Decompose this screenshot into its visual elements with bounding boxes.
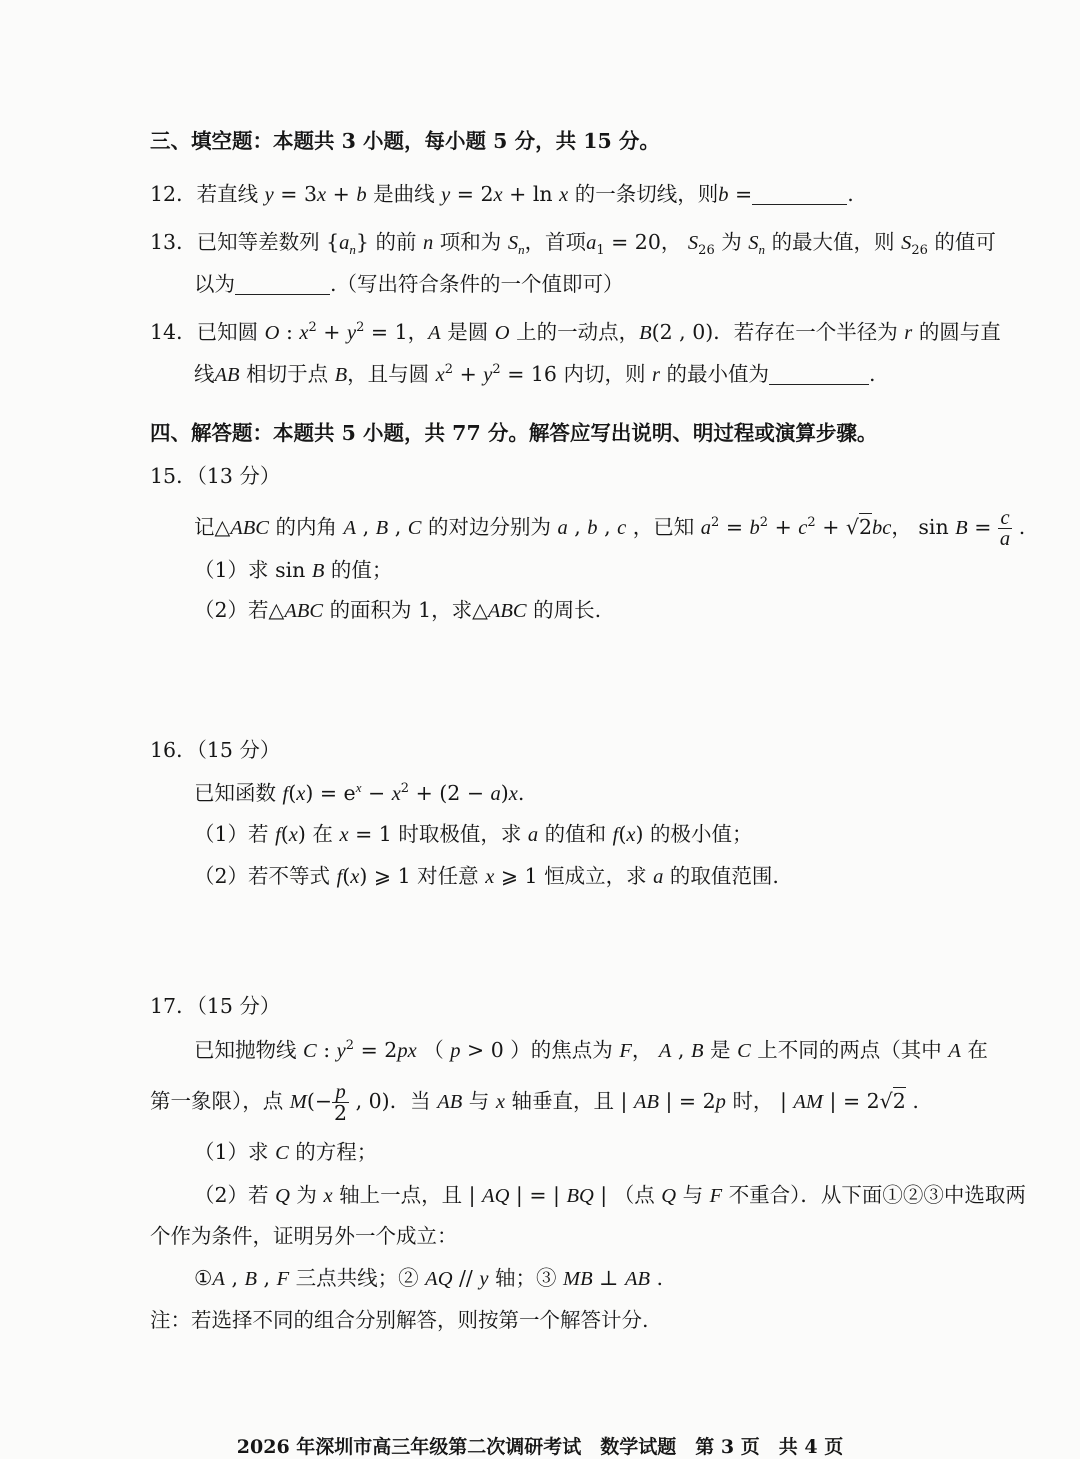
question-16-header: 16．（15 分） (150, 738, 281, 762)
question-15-stem: 记△ABC 的内角 A , B , C 的对边分别为 a , b , c ，已知 $a^2 = b^2 + c^2 + √2bc$， sin B = $\frac{c}{a}$ . (194, 507, 1026, 550)
question-17-part-2: （2）若 Q 为 x 轴上一点，且 | AQ | = | BQ | （点 Q 与 F 不重合）．从下面①②③中选取两 (194, 1183, 1026, 1207)
section-4-heading: 四、解答题：本题共 5 小题，共 77 分。解答应写出说明、明过程或演算步骤。 (150, 421, 878, 445)
question-12: 12．若直线 y = 3x + b 是曲线 y = 2x + ln x 的一条切线，则b = . (150, 182, 854, 206)
answer-blank-12 (752, 184, 847, 205)
question-17-note: 注：若选择不同的组合分别解答，则按第一个解答计分. (150, 1308, 649, 1332)
question-16-part-1: （1）若 f(x) 在 x = 1 时取极值，求 a 的值和 f(x) 的极小值； (194, 822, 753, 846)
question-17-part-2-cont: 个作为条件，证明另外一个成立： (150, 1224, 458, 1248)
page-footer: 2026 年深圳市高三年级第二次调研考试 数学试题 第 3 页 共 4 页 (236, 1436, 844, 1458)
question-17-line-2: 第一象限），点 M(− $\frac{p}{2}$ , 0)．当 AB 与 x 轴垂直，且 | AB | = 2p 时， | AM | = 2√2 . (150, 1081, 919, 1125)
question-17-header: 17．（15 分） (150, 994, 281, 1018)
answer-blank-13 (235, 274, 330, 295)
question-14-line-1: 14．已知圆 O : $x^2 + y^2 = 1$，A 是圆 O 上的一动点，B(2 , 0)．若存在一个半径为 r 的圆与直 (150, 320, 1001, 344)
question-13-line-1: 13．已知等差数列 $\{a_n\}$ 的前 n 项和为 $S_n$，首项$a_1 = 20$， $S_{26}$ 为 $S_n$ 的最大值，则 $S_{26}$ 的值可 (150, 230, 996, 259)
question-17-line-1: 已知抛物线 C : $y^2 = 2px$ （ p > 0 ）的焦点为 F， A , B 是 C 上不同的两点（其中 A 在 (194, 1038, 988, 1062)
question-16-part-2: （2）若不等式 f(x) ⩾ 1 对任意 x ⩾ 1 恒成立，求 a 的取值范围. (194, 864, 779, 888)
question-13-line-2: 以为 .（写出符合条件的一个值即可） (194, 272, 624, 296)
section-3-heading: 三、填空题：本题共 3 小题，每小题 5 分，共 15 分。 (150, 129, 660, 153)
question-15-part-1: （1）求 sin B 的值； (194, 558, 393, 582)
question-16-stem: 已知函数 $f(x) = e^x - x^2 + (2 - a)x$. (194, 780, 525, 805)
question-14-line-2: 线AB 相切于点 B，且与圆 $x^2 + y^2 = 16$ 内切，则 r 的最小值为 . (194, 362, 876, 386)
question-17-conditions: ①A , B , F 三点共线；② AQ // y 轴；③ MB ⊥ AB . (194, 1266, 664, 1290)
question-15-part-2: （2）若△ABC 的面积为 1，求△ABC 的周长. (194, 598, 602, 622)
question-15-header: 15．（13 分） (150, 464, 281, 488)
answer-blank-14 (769, 364, 869, 385)
question-17-part-1: （1）求 C 的方程； (194, 1140, 378, 1164)
